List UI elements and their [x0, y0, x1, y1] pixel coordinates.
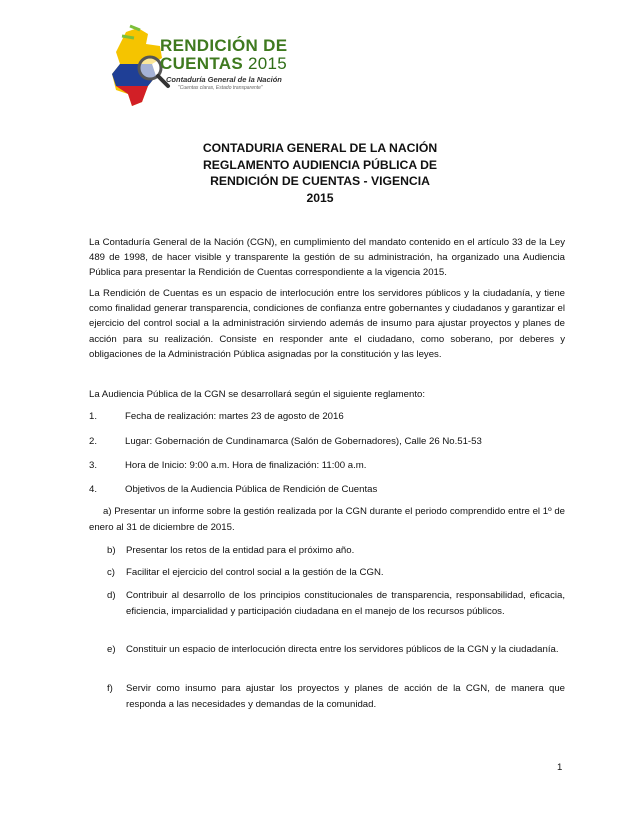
- page-number: 1: [557, 762, 563, 773]
- objective-text: Presentar un informe sobre la gestión realizada por la CGN durante el periodo comprendido entre el 1º de enero al 31 de diciembre de 2015.: [89, 506, 565, 533]
- item-text: Objetivos de la Audiencia Pública de Rendición de Cuentas: [125, 484, 378, 495]
- title-line-4: 2015: [306, 190, 334, 205]
- purpose-paragraph: La Rendición de Cuentas es un espacio de interlocución entre los servidores públicos y la ciudadanía, y tiene como finalidad generar transparencia, condiciones de confianza entre gobernantes y ciudadanos y garantizar el ejercicio del control social a la administración sirviendo además de insumo para ajustar proyectos y planes de acción para su realización. Consiste en responder ante el ciudadano, como soberano, por deberes y obligaciones de la Administración Pública asignadas por la constitución y las leyes.: [89, 288, 565, 360]
- regulation-intro: La Audiencia Pública de la CGN se desarrollará según el siguiente reglamento:: [89, 389, 425, 400]
- objective-letter: d): [107, 590, 116, 601]
- item-text: Fecha de realización: martes 23 de agosto de 2016: [125, 411, 344, 422]
- objective-item: [107, 588, 565, 619]
- title-line-2: REGLAMENTO AUDIENCIA PÚBLICA DE: [202, 157, 438, 172]
- logo-tagline: "Cuentas claras, Estado transparente": [178, 85, 263, 91]
- objective-letter: c): [107, 567, 115, 578]
- objective-text: Contribuir al desarrollo de los principios constitucionales de transparencia, responsabilidad, eficacia, eficiencia, imparcialidad y participación ciudadana en el manejo de los recursos públicos.: [126, 590, 565, 617]
- item-number: 4.: [89, 484, 98, 495]
- item-number: 3.: [89, 460, 98, 471]
- logo-subtitle: Contaduría General de la Nación: [166, 75, 282, 84]
- objective-text: Presentar los retos de la entidad para el próximo año.: [126, 545, 355, 556]
- objective-text: Constituir un espacio de interlocución directa entre los servidores públicos de la CGN y la ciudadanía.: [126, 644, 559, 655]
- item-number: 1.: [89, 411, 98, 422]
- objective-letter: b): [107, 545, 116, 556]
- objective-letter: a): [103, 506, 112, 517]
- objective-item: [107, 565, 565, 581]
- objective-letter: f): [107, 683, 113, 694]
- title-line-3: RENDICIÓN DE CUENTAS - VIGENCIA: [210, 174, 430, 188]
- objective-letter: e): [107, 644, 116, 655]
- item-number: 2.: [89, 436, 98, 447]
- objective-item: [89, 504, 565, 535]
- item-text: Lugar: Gobernación de Cundinamarca (Salón de Gobernadores), Calle 26 No.51-53: [125, 436, 482, 447]
- intro-paragraph: La Contaduría General de la Nación (CGN), en cumplimiento del mandato contenido en el artículo 33 de la Ley 489 de 1998, de hacer visible y transparente la gestión de su administración, ha organizado una Audiencia Pública para presentar la Rendición de Cuentas correspondiente a la vigencia 2015.: [89, 237, 565, 279]
- logo-year: 2015: [248, 54, 288, 73]
- objective-item: [107, 543, 565, 559]
- objective-text: Facilitar el ejercicio del control social a la gestión de la CGN.: [126, 567, 384, 578]
- item-text: Hora de Inicio: 9:00 a.m. Hora de finalización: 11:00 a.m.: [125, 460, 367, 471]
- document-title: [150, 140, 490, 206]
- objective-item: [107, 642, 565, 658]
- title-line-1: CONTADURIA GENERAL DE LA NACIÓN: [202, 141, 438, 155]
- objective-text: Servir como insumo para ajustar los proyectos y planes de acción de la CGN, de manera que responda a las necesidades y demandas de la comunidad.: [126, 683, 565, 710]
- objective-item: [107, 681, 565, 712]
- logo-title-line1: RENDICIÓN DE: [160, 36, 288, 55]
- logo-title-line2: [160, 54, 287, 74]
- logo-cuentas: CUENTAS: [160, 54, 244, 73]
